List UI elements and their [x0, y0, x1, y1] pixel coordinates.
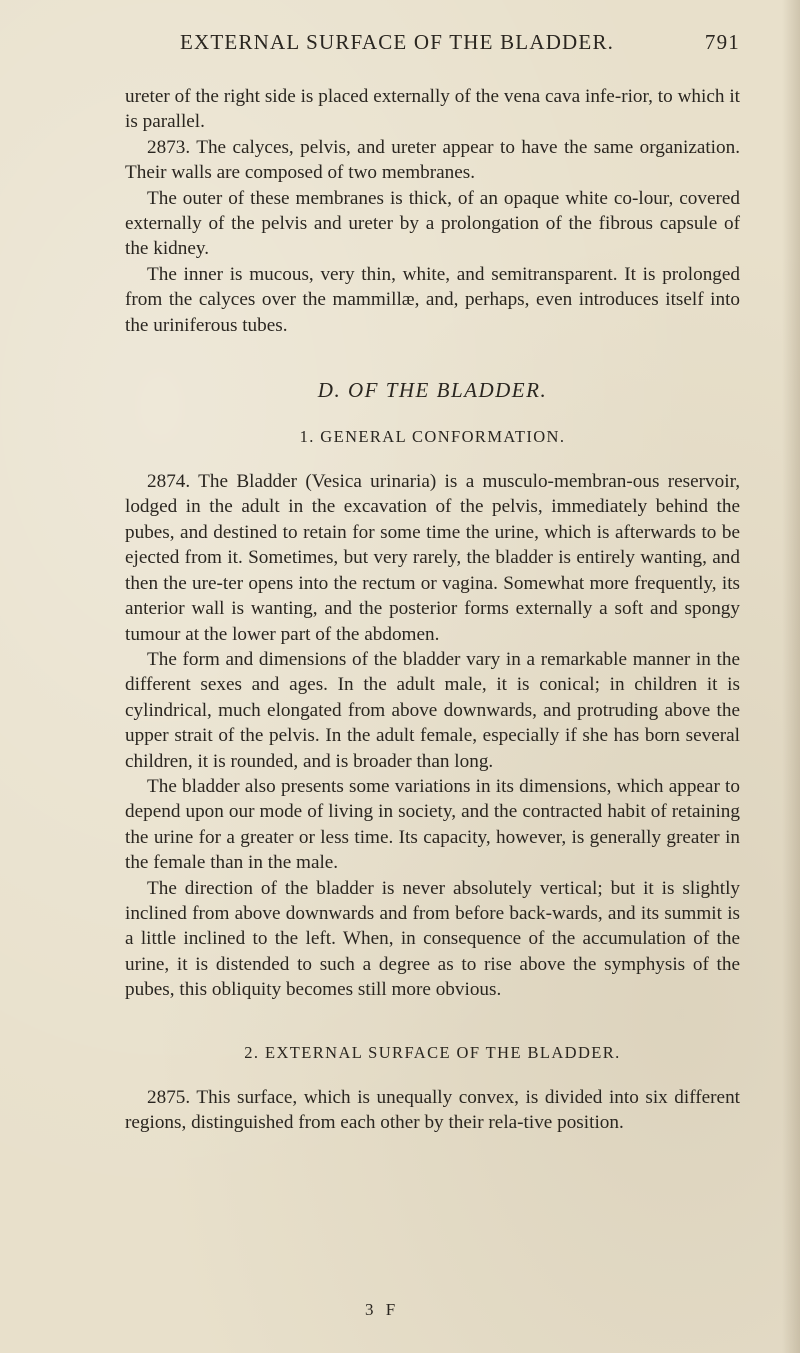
paragraph-direction: The direction of the bladder is never absolutely vertical; but it is slightly inclined from above downwards and from before back-wards, and its summit is a little inclined to the left. When, in consequence of the accumulation of the urine, it is distended to such a degree as to rise above the symphysis of the pubes, this obliquity becomes still more obvious.: [125, 877, 740, 1001]
paragraph-continuation: ureter of the right side is placed externally of the vena cava infe-rior, to which it is parallel.: [125, 86, 740, 133]
paragraph-inner-membrane: The inner is mucous, very thin, white, and semitransparent. It is prolonged from the calyces over the mammillæ, and, perhaps, even introduces itself into the uriniferous tubes.: [125, 263, 740, 336]
paragraph-outer-membrane: The outer of these membranes is thick, of an opaque white co-lour, covered externally of the pelvis and ureter by a prolongation of the fibrous capsule of the kidney.: [125, 187, 740, 260]
signature-mark: 3 F: [365, 1300, 400, 1319]
paragraph-2875: 2875. This surface, which is unequally convex, is divided into six different regions, distinguished from each other by their rela-tive position.: [125, 1086, 740, 1133]
subsection-title-general-conformation: 1. GENERAL CONFORMATION.: [299, 427, 566, 447]
running-head-title: EXTERNAL SURFACE OF THE BLADDER.: [180, 30, 615, 54]
paragraph-2874: 2874. The Bladder (Vesica urinaria) is a musculo-membran-ous reservoir, lodged in the adult in the excavation of the pelvis, immediately behind the pubes, and destined to retain for some time the urine, which is afterwards to be ejected from it. Sometimes, but very rarely, the bladder is entirely wanting, and then the ure-ter opens into the rectum or vagina. Somewhat more frequently, its anterior wall is wanting, and the posterior forms externally a soft and spongy tumour at the lower part of the abdomen.: [125, 471, 740, 645]
subsection-title-external-surface: 2. EXTERNAL SURFACE OF THE BLADDER.: [244, 1042, 621, 1062]
section-title: D. OF THE BLADDER.: [317, 378, 548, 403]
page-edge-shadow: [782, 0, 800, 1353]
paragraph-2873: 2873. The calyces, pelvis, and ureter appear to have the same organization. Their walls are composed of two membranes.: [125, 136, 740, 184]
running-head: [180, 30, 740, 64]
paragraph-variations: The bladder also presents some variations in its dimensions, which appear to depend upon our mode of living in society, and the contracted habit of retaining the urine for a greater or less time. Its capacity, however, is generally greater in the female than in the male.: [125, 775, 740, 874]
page-body: [125, 84, 740, 1135]
paragraph-form-dimensions: The form and dimensions of the bladder vary in a remarkable manner in the different sexes and ages. In the adult male, it is conical; in children it is cylindrical, much elongated from above downwards, and protruding above the upper strait of the pelvis. In the adult female, especially if she has born several children, it is rounded, and is broader than long.: [125, 648, 740, 772]
page-number: 791: [704, 30, 740, 54]
